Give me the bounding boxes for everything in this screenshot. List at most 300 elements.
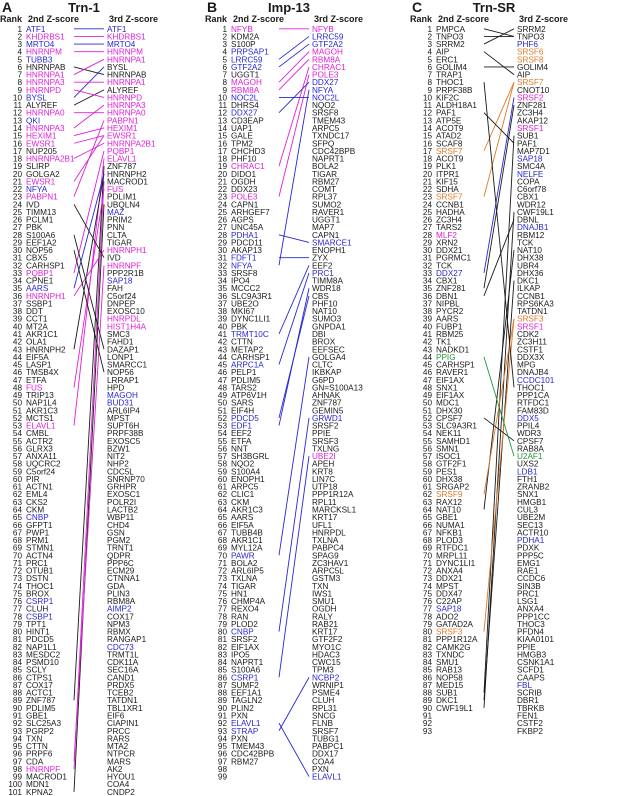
second-zscore-gene: SCLY	[26, 665, 47, 675]
rank-number: 22	[217, 185, 227, 195]
third-zscore-gene: PGM2	[107, 536, 131, 546]
second-zscore-gene: ITPR1	[436, 169, 460, 179]
rank-number: 50	[12, 398, 22, 408]
third-zscore-gene: SRSF1	[517, 123, 544, 133]
second-zscore-header: 2nd Z-score	[233, 14, 285, 24]
rank-link-line	[279, 456, 309, 677]
third-zscore-gene: HIST1H4A	[107, 322, 147, 332]
rank-number: 6	[17, 62, 22, 72]
rank-number: 35	[12, 284, 22, 294]
second-zscore-gene: RBM8A	[231, 85, 260, 95]
third-zscore-gene: SRSF2	[517, 93, 544, 103]
rank-number: 47	[12, 375, 22, 385]
third-zscore-gene: SRRM2	[517, 24, 546, 34]
rank-number: 60	[217, 474, 227, 484]
second-zscore-gene: PRM1	[26, 536, 49, 546]
rank-number: 63	[217, 497, 227, 507]
second-zscore-gene: GTF2F1	[436, 459, 467, 469]
second-zscore-gene: AKR1C3	[231, 505, 263, 515]
third-zscore-gene: PPIE	[312, 429, 331, 439]
rank-number: 40	[422, 322, 432, 332]
second-zscore-gene: TUBB3	[26, 55, 53, 65]
second-zscore-gene: TAGLN2	[231, 696, 263, 706]
second-zscore-gene: CTTN	[26, 742, 48, 752]
third-zscore-gene: PPP5C	[517, 551, 544, 561]
second-zscore-gene: MLF2	[436, 230, 457, 240]
third-zscore-gene: BROX	[312, 337, 336, 347]
third-zscore-gene: BUD31	[107, 398, 134, 408]
third-zscore-gene: MACROD1	[107, 177, 148, 187]
second-zscore-gene: MT2A	[26, 322, 48, 332]
second-zscore-gene: SUB1	[436, 688, 458, 698]
second-zscore-gene: KPNA2	[26, 787, 53, 796]
rank-number: 30	[12, 246, 22, 256]
rank-number: 21	[12, 177, 22, 187]
third-zscore-gene: SEC16A	[107, 665, 139, 675]
rank-number: 91	[422, 711, 432, 721]
third-zscore-gene: GOLGA4	[312, 352, 346, 362]
rank-number: 65	[217, 513, 227, 523]
third-zscore-gene: PDXK	[517, 543, 540, 553]
third-zscore-gene: KIAA0101	[517, 635, 554, 645]
rank-number: 49	[12, 391, 22, 401]
third-zscore-gene: IKBKAP	[312, 368, 342, 378]
second-zscore-gene: CBX5	[26, 253, 48, 263]
rank-number: 84	[217, 658, 227, 668]
second-zscore-gene: ETFA	[26, 375, 47, 385]
second-zscore-gene: CARHSP1	[231, 352, 270, 362]
third-zscore-gene: HYOU1	[107, 772, 136, 782]
rank-number: 69	[217, 543, 227, 553]
rank-number: 28	[12, 230, 22, 240]
second-zscore-gene: HEXIM1	[26, 131, 57, 141]
rank-number: 59	[12, 467, 22, 477]
second-zscore-gene: SRSF2	[231, 635, 258, 645]
rank-number: 16	[217, 139, 227, 149]
rank-number: 1	[427, 24, 432, 34]
rank-number: 90	[12, 703, 22, 713]
third-zscore-gene: RAVER1	[312, 207, 345, 217]
third-zscore-gene: UGGT1	[312, 215, 341, 225]
second-zscore-gene: NFYA	[231, 261, 253, 271]
third-zscore-gene: GTF2A2	[312, 40, 343, 50]
rank-number: 92	[217, 719, 227, 729]
rank-number: 40	[217, 322, 227, 332]
second-zscore-gene: NOP58	[436, 673, 463, 683]
second-zscore-gene: ANXA4	[436, 566, 463, 576]
third-zscore-header: 3rd Z-score	[519, 14, 569, 24]
rank-number: 57	[12, 452, 22, 462]
rank-number: 38	[12, 307, 22, 317]
third-zscore-gene: AIMP2	[107, 604, 132, 614]
rank-number: 12	[422, 108, 432, 118]
second-zscore-gene: OTUB1	[26, 566, 54, 576]
third-zscore-gene: RPL11	[312, 497, 337, 507]
rank-number: 81	[217, 635, 227, 645]
third-zscore-gene: WDR3	[517, 429, 542, 439]
rank-number: 87	[217, 680, 227, 690]
second-zscore-gene: CPNE1	[26, 276, 54, 286]
rank-number: 42	[422, 337, 432, 347]
rank-number: 6	[222, 62, 227, 72]
panel-b-title: Imp-13	[268, 0, 310, 15]
third-zscore-gene: EWSR1	[107, 131, 137, 141]
rank-number: 10	[12, 93, 22, 103]
rank-number: 15	[422, 131, 432, 141]
second-zscore-gene: NFKB1	[436, 528, 463, 538]
second-zscore-gene: GLRX3	[26, 444, 53, 454]
third-zscore-gene: NOC2L	[312, 93, 340, 103]
third-zscore-gene: SAP18	[517, 154, 543, 164]
rank-number: 86	[217, 673, 227, 683]
second-zscore-gene: SMN1	[436, 444, 459, 454]
third-zscore-gene: RANGAP1	[107, 635, 147, 645]
second-zscore-gene: MYL12A	[231, 543, 263, 553]
third-zscore-gene: LIN7C	[312, 474, 336, 484]
second-zscore-gene: LRRC59	[231, 55, 263, 65]
rank-number: 9	[427, 85, 432, 95]
second-zscore-gene: DDX21	[436, 574, 463, 584]
third-zscore-gene: GN=S100A13	[312, 383, 363, 393]
third-zscore-gene: RPL37	[312, 192, 338, 202]
third-zscore-gene: KRT17	[312, 513, 338, 523]
third-zscore-gene: COPA	[517, 177, 540, 187]
second-zscore-gene: GFPT1	[26, 520, 53, 530]
second-zscore-gene: PGRP2	[26, 726, 54, 736]
second-zscore-gene: PRPSAP1	[231, 47, 269, 57]
third-zscore-gene: MAZ	[107, 207, 125, 217]
third-zscore-gene: PABPC4	[312, 543, 344, 553]
second-zscore-gene: HN1	[231, 589, 248, 599]
second-zscore-gene: TARS2	[231, 383, 257, 393]
third-zscore-gene: NFYB	[312, 24, 334, 34]
third-zscore-gene: ACTR10	[517, 528, 549, 538]
third-zscore-gene: ZNF787	[107, 162, 137, 172]
rank-number: 72	[217, 566, 227, 576]
rank-number: 14	[422, 123, 432, 133]
third-zscore-gene: CAND1	[107, 673, 135, 683]
second-zscore-gene: NEK11	[436, 429, 462, 439]
second-zscore-gene: PAF1	[436, 108, 456, 118]
third-zscore-gene: CCDC6	[517, 574, 546, 584]
second-zscore-gene: DDX23	[231, 185, 258, 195]
third-zscore-gene: DBI	[312, 330, 326, 339]
third-zscore-gene: SMU1	[312, 597, 335, 607]
second-zscore-header: 2nd Z-score	[438, 14, 490, 24]
third-zscore-gene: MARCKSL1	[312, 505, 357, 515]
rank-number: 65	[12, 513, 22, 523]
rank-number: 5	[222, 55, 227, 65]
second-zscore-gene: DDX27	[436, 268, 463, 278]
third-zscore-gene: PABPN1	[107, 116, 139, 126]
second-zscore-gene: FUBP1	[436, 322, 463, 332]
third-zscore-gene: NFYA	[312, 85, 334, 95]
second-zscore-gene: LASP1	[26, 360, 52, 370]
rank-number: 99	[217, 772, 227, 782]
rank-link-line	[74, 67, 104, 75]
third-zscore-gene: THOC3	[517, 619, 545, 629]
third-zscore-gene: SRSF8	[517, 55, 544, 65]
third-zscore-gene: CNDP2	[107, 787, 135, 796]
third-zscore-gene: CDC42BPB	[312, 146, 356, 156]
second-zscore-gene: GTF2A2	[231, 62, 262, 72]
second-zscore-gene: CCT1	[26, 314, 48, 324]
second-zscore-gene: SMU1	[436, 658, 459, 668]
second-zscore-gene: TARS2	[436, 223, 462, 233]
rank-number: 77	[217, 604, 227, 614]
third-zscore-gene: RARS	[107, 734, 130, 744]
rank-number: 87	[12, 680, 22, 690]
third-zscore-gene: AKAP12	[517, 116, 548, 126]
second-zscore-gene: TRMT10C	[231, 330, 269, 339]
second-zscore-gene: TXNDC	[436, 650, 465, 660]
rank-number: 62	[217, 490, 227, 500]
rank-number: 20	[12, 169, 22, 179]
rank-number: 39	[217, 314, 227, 324]
third-zscore-gene: HNRNPAB	[107, 70, 147, 80]
rank-number: 61	[12, 482, 22, 492]
second-zscore-gene: HNRNPF	[26, 764, 61, 774]
rank-number: 86	[422, 673, 432, 683]
second-zscore-gene: STMN1	[26, 543, 54, 553]
third-zscore-gene: ZNF281	[517, 101, 547, 111]
rank-number: 5	[17, 55, 22, 65]
third-zscore-gene: DKC1	[517, 276, 539, 286]
rank-link-line	[484, 319, 514, 632]
third-zscore-gene: HNRNPF	[107, 261, 142, 271]
third-zscore-gene: TATDN1	[107, 696, 138, 706]
rank-number: 14	[217, 123, 227, 133]
second-zscore-gene: AKR1C1	[231, 536, 263, 546]
third-zscore-gene: MAP7D1	[517, 146, 550, 156]
second-zscore-gene: PDLIM5	[26, 703, 56, 713]
second-zscore-gene: ISOC1	[436, 452, 461, 462]
rank-number: 79	[217, 619, 227, 629]
second-zscore-gene: EML4	[26, 490, 48, 500]
rank-number: 75	[12, 589, 22, 599]
third-zscore-gene: PAF1	[517, 139, 537, 149]
third-zscore-gene: SFPQ	[312, 139, 335, 149]
third-zscore-gene: NTPCR	[107, 749, 136, 759]
rank-number: 80	[217, 627, 227, 637]
third-zscore-gene: SUB1	[517, 131, 539, 141]
third-zscore-gene: COA4	[107, 780, 130, 790]
second-zscore-gene: TIGAR	[231, 581, 257, 591]
rank-number: 7	[222, 70, 227, 80]
second-zscore-gene: CNBP	[231, 627, 254, 637]
rank-header: Rank	[204, 14, 227, 24]
third-zscore-gene: UBR4	[517, 261, 539, 271]
third-zscore-gene: POLE3	[312, 70, 339, 80]
second-zscore-gene: AKR1C3	[26, 406, 58, 416]
rank-number: 44	[217, 352, 227, 362]
rank-number: 98	[12, 764, 22, 774]
second-zscore-gene: OGDH	[231, 177, 256, 187]
rank-number: 46	[217, 368, 227, 378]
rank-number: 51	[217, 406, 227, 416]
second-zscore-gene: MESDC2	[26, 650, 61, 660]
third-zscore-gene: DAZAP1	[107, 345, 139, 355]
second-zscore-gene: KIF15	[436, 177, 458, 187]
rank-number: 96	[12, 749, 22, 759]
second-zscore-gene: TK1	[436, 337, 452, 347]
second-zscore-gene: CKM	[26, 505, 45, 515]
third-zscore-gene: TIGAR	[107, 238, 133, 248]
rank-number: 39	[12, 314, 22, 324]
third-zscore-gene: FBL	[517, 680, 533, 690]
second-zscore-gene: NUP205	[26, 146, 57, 156]
second-zscore-gene: DDX21	[436, 246, 463, 256]
third-zscore-gene: KRT17	[312, 627, 338, 637]
third-zscore-gene: AK2	[107, 764, 123, 774]
third-zscore-gene: DNAJB1	[517, 223, 549, 233]
third-zscore-gene: SRSF1	[517, 322, 544, 332]
second-zscore-gene: SRSF8	[231, 268, 258, 278]
third-zscore-gene: RPL31	[312, 703, 338, 713]
rank-number: 73	[217, 574, 227, 584]
second-zscore-gene: RBM27	[231, 757, 259, 767]
rank-number: 32	[422, 261, 432, 271]
third-zscore-gene: OGDH	[312, 604, 337, 614]
third-zscore-gene: RBM12	[517, 230, 545, 240]
second-zscore-gene: CCNB1	[436, 200, 464, 210]
third-zscore-gene: TBRKB	[517, 703, 545, 713]
second-zscore-gene: C5orf24	[26, 467, 56, 477]
second-zscore-gene: BROX	[26, 589, 50, 599]
third-zscore-gene: CSTF1	[517, 345, 543, 355]
third-zscore-gene: NIT2	[107, 452, 125, 462]
third-zscore-gene: FTH1	[517, 474, 538, 484]
second-zscore-gene: PBK	[231, 322, 248, 332]
second-zscore-gene: CSBP1	[26, 612, 53, 622]
rank-number: 25	[422, 207, 432, 217]
third-zscore-gene: PPP6C	[107, 558, 134, 568]
third-zscore-gene: MARS	[107, 757, 131, 767]
rank-number: 37	[422, 299, 432, 309]
rank-number: 43	[12, 345, 22, 355]
second-zscore-gene: TXLNA	[231, 574, 258, 584]
second-zscore-gene: METAP2	[231, 345, 264, 355]
second-zscore-gene: RTFDC1	[436, 543, 469, 553]
second-zscore-gene: PIR	[26, 474, 40, 484]
third-zscore-gene: KHDRBS1	[107, 32, 146, 42]
rank-number: 15	[12, 131, 22, 141]
third-zscore-gene: IWS1	[312, 589, 333, 599]
panel-c-letter: C	[412, 0, 423, 15]
rank-number: 51	[12, 406, 22, 416]
rank-number: 4	[222, 47, 227, 57]
rank-number: 39	[422, 314, 432, 324]
third-zscore-gene: EEF2	[312, 261, 333, 271]
second-zscore-gene: MDC1	[436, 398, 460, 408]
third-zscore-gene: UBE2I	[312, 452, 336, 462]
rank-number: 93	[217, 726, 227, 736]
third-zscore-gene: RAB8A	[517, 444, 544, 454]
rank-number: 33	[217, 268, 227, 278]
rank-number: 16	[422, 139, 432, 149]
second-zscore-gene: ACTN4	[26, 551, 53, 561]
third-zscore-gene: ARPC5	[312, 123, 340, 133]
third-zscore-gene: HNRNPH2	[107, 169, 147, 179]
second-zscore-gene: HNRNPA1	[26, 70, 65, 80]
third-zscore-gene: FAHD1	[107, 337, 134, 347]
second-zscore-gene: DBN1	[436, 291, 458, 301]
second-zscore-gene: ZC3H4	[436, 215, 462, 225]
rank-number: 4	[427, 47, 432, 57]
rank-number: 45	[12, 360, 22, 370]
rank-number: 85	[422, 665, 432, 675]
third-zscore-gene: NAT10	[312, 307, 337, 317]
third-zscore-gene: PHF10	[312, 299, 338, 309]
rank-number: 19	[12, 162, 22, 172]
second-zscore-gene: UGGT1	[231, 70, 260, 80]
second-zscore-gene: TCK	[436, 261, 453, 271]
rank-number: 6	[427, 62, 432, 72]
third-zscore-gene: PPP2R1B	[107, 268, 144, 278]
second-zscore-gene: ADO2	[436, 612, 459, 622]
third-zscore-gene: LSG1	[517, 597, 538, 607]
rank-number: 1	[17, 24, 22, 34]
second-zscore-gene: PRC1	[26, 558, 48, 568]
second-zscore-gene: NOC2L	[231, 93, 259, 103]
third-zscore-gene: TATDN1	[517, 307, 548, 317]
third-zscore-gene: LONP1	[107, 352, 134, 362]
rank-number: 53	[12, 421, 22, 431]
rank-number: 69	[12, 543, 22, 553]
rank-number: 11	[423, 101, 432, 111]
rank-number: 68	[12, 536, 22, 546]
third-zscore-gene: RPS6KA3	[517, 299, 554, 309]
second-zscore-gene: MDN1	[26, 780, 50, 790]
third-zscore-gene: ZNF787	[312, 398, 342, 408]
third-zscore-gene: PPIL4	[517, 421, 540, 431]
rank-number: 62	[12, 490, 22, 500]
rank-number: 60	[12, 474, 22, 484]
third-zscore-gene: TUBG1	[312, 734, 340, 744]
second-zscore-gene: ALDH18A1	[436, 101, 477, 111]
second-zscore-gene: ACOT9	[436, 123, 464, 133]
second-zscore-gene: RAX12	[436, 497, 462, 507]
rank-number: 78	[12, 612, 22, 622]
rank-number: 91	[12, 711, 22, 721]
second-zscore-gene: CHMP4A	[231, 597, 266, 607]
second-zscore-gene: TXN	[26, 734, 43, 744]
rank-number: 81	[12, 635, 22, 645]
second-zscore-gene: PQBP1	[26, 268, 54, 278]
rank-number: 46	[12, 368, 22, 378]
rank-number: 52	[217, 413, 227, 423]
second-zscore-gene: IVD	[26, 200, 40, 210]
rank-number: 85	[12, 665, 22, 675]
third-zscore-gene: EEFSEC	[312, 345, 345, 355]
second-zscore-gene: DHX38	[436, 474, 463, 484]
rank-number: 50	[422, 398, 432, 408]
second-zscore-gene: FUS	[26, 383, 43, 393]
rank-number: 90	[217, 703, 227, 713]
second-zscore-gene: HINT1	[26, 627, 50, 637]
third-zscore-gene: TPM3	[312, 665, 334, 675]
second-zscore-gene: MKI67	[231, 307, 255, 317]
second-zscore-gene: SDHA	[436, 185, 459, 195]
rank-number: 66	[12, 520, 22, 530]
third-zscore-gene: CDC5L	[107, 467, 134, 477]
rank-number: 54	[422, 429, 432, 439]
rank-number: 24	[217, 200, 227, 210]
second-zscore-gene: NQO2	[231, 459, 255, 469]
second-zscore-gene: PPP1R12A	[436, 635, 478, 645]
second-zscore-gene: SLC9A3R1	[231, 291, 272, 301]
rank-number: 17	[12, 146, 22, 156]
